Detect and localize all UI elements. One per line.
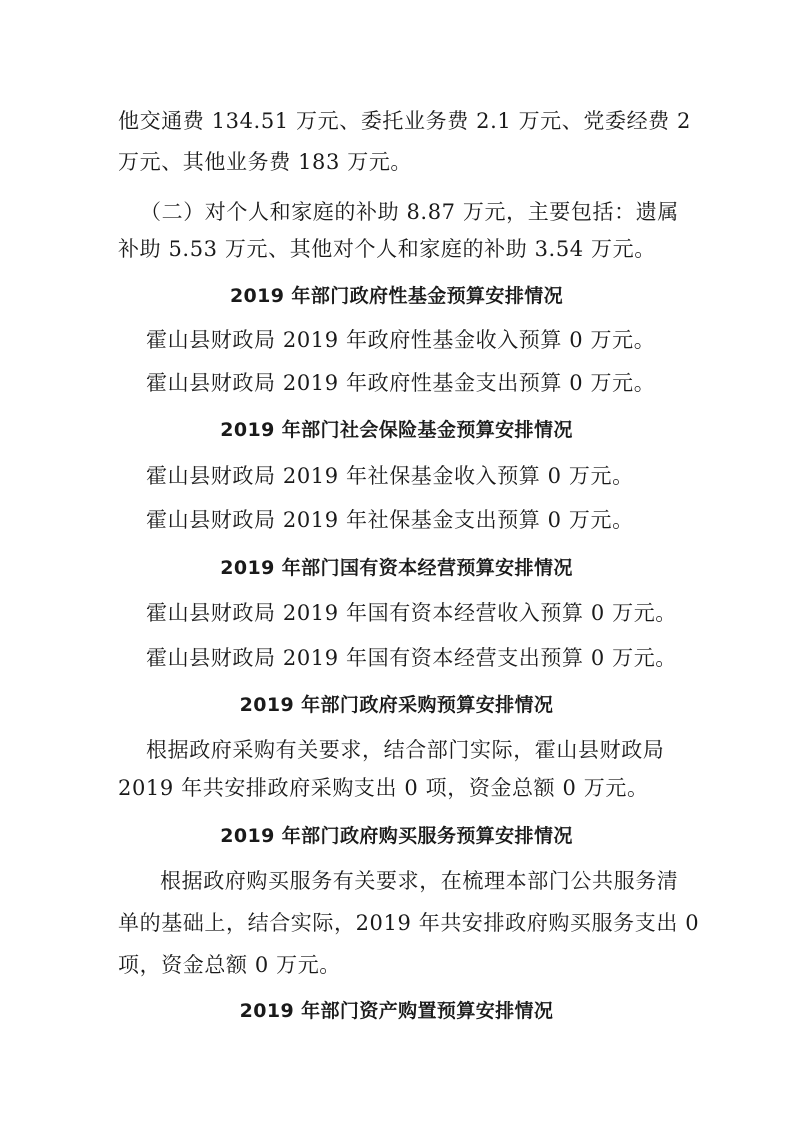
service-purchase-text-line: 单的基础上，结合实际，2019 年共安排政府购买服务支出 0 (118, 911, 700, 935)
state-capital-income: 霍山县财政局 2019 年国有资本经营收入预算 0 万元。 (146, 601, 677, 625)
procurement-text-line: 2019 年共安排政府采购支出 0 项，资金总额 0 万元。 (118, 776, 649, 800)
gov-fund-heading: 2019 年部门政府性基金预算安排情况 (229, 285, 564, 307)
procurement-text-line: 根据政府采购有关要求，结合部门实际，霍山县财政局 (146, 738, 665, 762)
social-insurance-income: 霍山县财政局 2019 年社保基金收入预算 0 万元。 (146, 464, 634, 488)
asset-purchase-heading: 2019 年部门资产购置预算安排情况 (239, 1000, 554, 1022)
social-insurance-heading: 2019 年部门社会保险基金预算安排情况 (220, 419, 573, 441)
service-purchase-text-line: 项，资金总额 0 万元。 (118, 953, 341, 977)
gov-fund-expense: 霍山县财政局 2019 年政府性基金支出预算 0 万元。 (146, 371, 656, 395)
subsidy-text-line: 补助 5.53 万元、其他对个人和家庭的补助 3.54 万元。 (118, 237, 656, 261)
state-capital-heading: 2019 年部门国有资本经营预算安排情况 (220, 557, 573, 579)
procurement-heading: 2019 年部门政府采购预算安排情况 (239, 694, 554, 716)
gov-fund-income: 霍山县财政局 2019 年政府性基金收入预算 0 万元。 (146, 328, 656, 352)
expense-text-line: 万元、其他业务费 183 万元。 (118, 150, 413, 174)
state-capital-expense: 霍山县财政局 2019 年国有资本经营支出预算 0 万元。 (146, 646, 677, 670)
subsidy-text-line: （二）对个人和家庭的补助 8.87 万元，主要包括：遗属 (140, 200, 679, 224)
service-purchase-heading: 2019 年部门政府购买服务预算安排情况 (220, 825, 573, 847)
service-purchase-text-line: 根据政府购买服务有关要求，在梳理本部门公共服务清 (160, 869, 679, 893)
social-insurance-expense: 霍山县财政局 2019 年社保基金支出预算 0 万元。 (146, 508, 634, 532)
expense-text-line: 他交通费 134.51 万元、委托业务费 2.1 万元、党委经费 2 (118, 109, 692, 133)
